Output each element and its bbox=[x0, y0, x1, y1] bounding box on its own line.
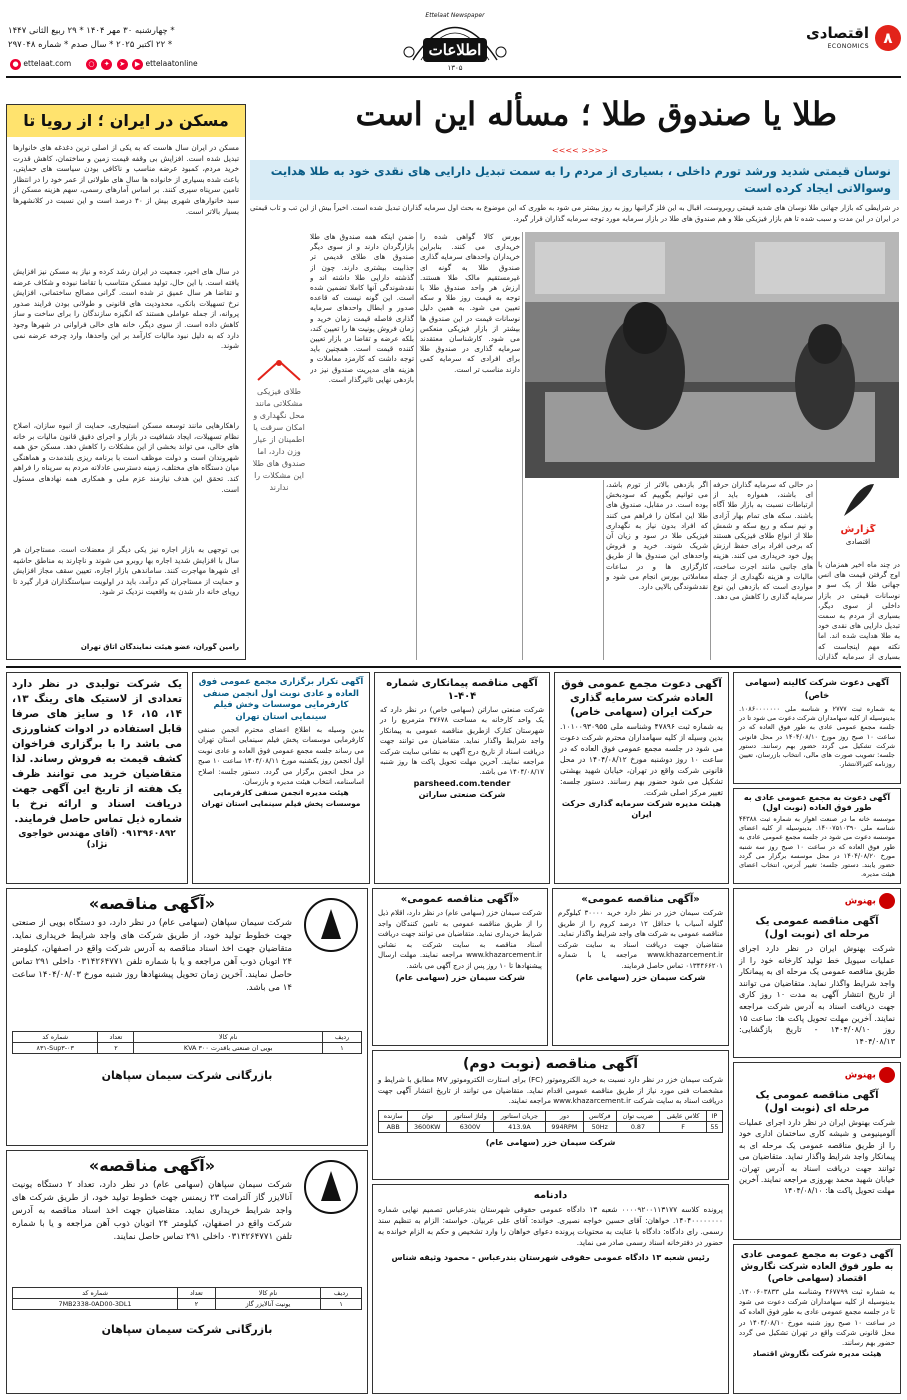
table-cell: F bbox=[660, 1121, 706, 1132]
masthead-title: اطلاعات bbox=[428, 41, 482, 59]
table-header-cell: IP bbox=[706, 1110, 722, 1121]
ad-body: به شماره ثبت ۴۶۷۷۹۹ وشناسه ملی ۱۴۰۰۶۰۳۸۳۳. بدینوسیله از کلیه سهامداران شرکت دعوت می شود تا در جلسه مجمع عمومی عادی به طور فوق العاده که در ساعت ۱۰ صبح روز شنبه مورخ ۱۴۰۴/۰۸/۱۰ در محل قانونی شرکت واقع در تهران تشکیل می گردد حضور بهم رسانند. bbox=[739, 1288, 896, 1348]
table-row bbox=[13, 1043, 362, 1054]
ad-khane-ma-invitation bbox=[733, 788, 901, 884]
side-article-body-2: در سال های اخیر، جمعیت در ایران رشد کرده و نیاز به مسکن نیز افزایش یافته است. با این حال، تولید مسکن متناسب با تقاضا نبوده و شکاف عرضه و تقاضا هر سال عمیق تر شده است. گرانی مصالح ساختمانی، افزایش نرخ تسهیلات بانکی، محدودیت های قانونی و طولانی بودن فرایند صدور پروانه، از جمله عواملی هستند که انگیزه سازندگان را برای ساخت و ساز کاهش داده است. از سوی دیگر، خانه های خالی فراوانی در شهرها وجود دارد که به دلیل نبود مالیات کارآمد بر این واحدها، وارد چرخه عرضه نمی شوند. bbox=[13, 267, 239, 351]
table-row bbox=[379, 1121, 723, 1132]
ad-sepahan-tender-1 bbox=[6, 888, 368, 1146]
ad-saraten-tender bbox=[374, 672, 550, 884]
ad-body: شرکت بهنوش ایران در نظر دارد اجرای عملیات آلومینیومی و شیشه کاری ساختمان اداری خود را از طریق مناقصه عمومی یک مرحله ای به پیمانکار واجد شرایط واگذار نماید. متقاضیان می توانند جهت دریافت اسناد به آدرس تهران، خیابان شهید محمد بهروزی مراجعه نمایند. آخرین مهلت تحویل پاکت ها: ۱۴۰۴/۰۸/۱۰ bbox=[739, 1118, 895, 1196]
ad-body: شرکت سیمان سپاهان (سهامی عام) در نظر دارد، تعداد ۲ دستگاه یونیت آنالایزر گاز آلترامت ۲۳ زیمنس جهت خطوط تولید خود، از طریق شرکت های واجد شرایط خریداری نماید. متقاضیان جهت اخذ اسناد مناقصه به آدرس شرکت واقع در اصفهان، کیلومتر ۲۴ اتوبان ذوب آهن مراجعه و یا با شماره تلفن ۰۳۱۴۲۶۴۷۷۱ داخلی ۲۹۱ تماس حاصل نمایند. bbox=[12, 1180, 292, 1242]
quote-ornament-icon bbox=[252, 360, 306, 382]
table-header-cell: نام کالا bbox=[134, 1032, 323, 1043]
ad-title: آگهی مناقصه پیمانکاری شماره ۴۰۴-۱ bbox=[386, 678, 538, 702]
table-cell: ۲ bbox=[98, 1043, 134, 1054]
section-subtitle: ECONOMICS bbox=[827, 43, 869, 50]
ad-behnoush-tender-1 bbox=[733, 888, 901, 1058]
ad-signature: شرکت سیمان خزر (سهامی عام) bbox=[485, 1137, 616, 1147]
side-article-author: رامین گوران، عضو هیئت نمایندگان اتاق تهران bbox=[80, 643, 239, 651]
masthead-latin: Ettelaat Newspaper bbox=[425, 12, 485, 19]
ad-film-association bbox=[192, 672, 370, 884]
table-cell: 6300V bbox=[447, 1121, 494, 1132]
ad-khazar-tender-2 bbox=[552, 888, 729, 1046]
ad-body: شرکت سیمان سپاهان (سهامی عام) در نظر دارد، دو دستگاه بویی از صنعتی جهت خطوط تولید خود، از طریق شرکت های واجد شرایط خریداری نماید. متقاضیان جهت اخذ اسناد مناقصه به آدرس شرکت واقع در اصفهان، کیلومتر ۲۴ اتوبان ذوب آهن مراجعه و یا با شماره تلفن ۰۳۱۴۲۶۴۷۷۱ داخلی ۲۹۱ تماس حاصل نمایند. آخرین زمان تحویل پیشنهادها روز شنبه مورخ ۱۴۰۴/۰۸/۰۳ ساعت ۱۴ می باشد. bbox=[12, 918, 293, 993]
table-header-cell: تعداد bbox=[178, 1288, 216, 1299]
table-header-row bbox=[379, 1110, 723, 1121]
behnoush-logo-icon bbox=[879, 893, 895, 909]
ad-signature: هیئت مدیره شرکت سرمایه گذاری حرکت ایران bbox=[561, 799, 722, 819]
ad-signature: شرکت صنعتی ساراتن bbox=[418, 789, 506, 799]
table-cell: 50Hz bbox=[583, 1121, 616, 1132]
ad-title: «آگهی مناقصه» bbox=[88, 1156, 216, 1175]
sepahan-logo bbox=[301, 1157, 361, 1217]
ad-body: موسسه خانه ما در صنعت اهواز به شماره ثبت ۴۴۳۸۸ شناسه ملی ۱۴۰۰۷۵۱۰۳۹۰. بدینوسیله از کلیه اعضای موسسه دعوت می شود در جلسه مجمع عمومی عادی به طور فوق العاده که در ساعت ۱۰ صبح روز سه شنبه مورخ ۱۴۰۴/۰۸/۲۰ در محل موسسه برگزار می گردد حضور یابند. دستور جلسه: تغییر آدرس، انتخاب اعضای هیئت مدیره. bbox=[739, 815, 895, 879]
main-subheadline: نوسان قیمتی شدید ورشد تورم داخلی ، بسیاری از مردم را به سمت تبدیل دارایی های نقدی خود به طلا هدایت وسوالاتی ایجاد کرده است bbox=[250, 160, 899, 200]
ad-title: «آگهی مناقصه» bbox=[88, 894, 216, 913]
article-column-4: بورس کالا گواهی شده را خریداری می کنند. بنابراین خریداران واحدهای سرمایه گذاری صندوق طلا به گونه ای غیرمستقیم مالک طلا هستند. ارزش هر واحد صندوق طلا با توجه به قیمت روز طلا و سکه تعیین می شود. به همین دلیل نوسانات قیمت در این صندوق ها بیشتر از بازار فیزیکی منعکس می شود. کارشناسان معتقدند سرمایه گذاری در صندوق طلا برای افرادی که سرمایه کمی دارند مناسب تر است. bbox=[420, 232, 520, 374]
table-cell: 7MB2338-0AD00-3DL1 bbox=[13, 1299, 178, 1310]
ad-signature: شرکت سیمان خزر (سهامی عام) bbox=[395, 972, 525, 982]
table-header-cell: دور bbox=[545, 1110, 583, 1121]
table-cell: یونیت آنالایزر گاز bbox=[215, 1299, 320, 1310]
ad-tender-link[interactable]: parsheed.com.tender bbox=[413, 778, 511, 788]
side-article bbox=[6, 104, 246, 660]
telegram-icon[interactable]: ➤ bbox=[117, 59, 128, 70]
article-column-2: در حالی که سرمایه گذاران حرفه ای باشند، همواره باید از ارتباطات نسبت به بازار طلا آگاه باشند. سکه های تمام بهار آزادی و نیم سکه و ربع سکه و شمش طلا از انواع طلای فیزیکی هستند که برخی افراد برای حفظ ارزش پول خود خریداری می کنند. هزینه های جانبی مانند اجرت ساخت، مالیات و هزینه نگهداری از جمله مواردی است که بازدهی این نوع سرمایه گذاری را کاهش می دهد. bbox=[713, 480, 813, 602]
ad-sepahan-tender-2 bbox=[6, 1150, 368, 1394]
table-cell: 0.87 bbox=[616, 1121, 660, 1132]
table-header-cell: ولتاژ استاتور bbox=[447, 1110, 494, 1121]
ad-behnoush-tender-2 bbox=[733, 1062, 901, 1240]
main-lead: در شرایطی که بازار جهانی طلا نوسان های شدید قیمتی روبروست، اقبال به این فلز گرانبها روز به روز بیشتر می شود به طوری که این موضوع به بحث اول سرمایه گذاران تبدیل شده است. اخیراً بیش از این تب و تاب قیمتی در ایران در این مدت و سبب شده تا هم بازار فیزیکی طلا و هم صندوق های طلا در بازار سرمایه مورد توجه سرمایه گذاران قرار گیرد. bbox=[250, 204, 899, 223]
table-cell: 3600KW bbox=[408, 1121, 447, 1132]
ad-kaline-invitation bbox=[733, 672, 901, 784]
social-handle[interactable]: ettelaatonline bbox=[145, 59, 198, 68]
ad-title: «آگهی مناقصه عمومی» bbox=[581, 894, 700, 905]
behnoush-brand: بهنوش bbox=[844, 896, 876, 907]
sepahan-logo-icon bbox=[301, 895, 361, 955]
table-header-row bbox=[13, 1288, 362, 1299]
date-line-1: * چهارشنبه ۳۰ مهر ۱۴۰۴ * ۲۹ ربیع الثانی ۱۴۴۷ bbox=[8, 26, 175, 36]
table-cell: 994RPM bbox=[545, 1121, 583, 1132]
table-header-cell: شماره کد bbox=[13, 1032, 98, 1043]
instagram-icon[interactable]: ○ bbox=[86, 59, 97, 70]
ad-body: یک شرکت تولیدی در نظر دارد تعدادی از لاستیک های رینگ ۱۳، ۱۴، ۱۵، ۱۶ و سایز های صرفا قابل استفاده در ادوات کشاورزی می باشد را با برگزاری فراخوان کشف قیمت به فروش رساند. لذا متقاضیان خرید می توانند ظرف یک هفته از تاریخ این آگهی جهت دریافت اسناد و ارائه نرخ با شماره ذیل تماس حاصل فرمایند. bbox=[12, 678, 182, 825]
behnoush-logo bbox=[739, 1067, 895, 1089]
youtube-icon[interactable]: ▶ bbox=[132, 59, 143, 70]
table-cell: ۸۳۱-Sup۳-۰۳ bbox=[13, 1043, 98, 1054]
table-header-cell: ضریب توان bbox=[616, 1110, 660, 1121]
pull-quote-box bbox=[252, 360, 306, 560]
masthead-year: ۱۳۰۵ bbox=[447, 64, 463, 72]
article-column-5: ضمن اینکه همه صندوق های طلا بازارگردان دارند و از سوی دیگر صندوق های طلای قدیمی تر جذابیت بیشتری دارند. چون از گذشته دارایی طلا داشته اند و نقدشوندگی آنها کاملا تضمین شده است. این گونه نیست که قاعده صدور و ابطال واحدهای سرمایه گذاری فاصله قیمت زمان خرید و زمان فروش یونیت ها را تعیین کند، بلکه عرضه و تقاضا در بازار تعیین کننده قیمت است. همچنین باید توجه داشت که کارمزد معاملات و هزینه های مدیریت صندوق نیز در بازدهی نهایی تاثیرگذار است. bbox=[310, 232, 414, 384]
section-title: اقتصادی bbox=[806, 24, 869, 42]
report-label: گزارش bbox=[840, 524, 876, 535]
table-cell: 413.9A bbox=[494, 1121, 546, 1132]
ad-tire-sale bbox=[6, 672, 188, 884]
ad-khazar-tender-1 bbox=[372, 888, 548, 1046]
table-cell: ABB bbox=[379, 1121, 408, 1132]
ad-signature: رئیس شعبه ۱۳ دادگاه عمومی حقوقی شهرستان بندرعباس - محمود وثیقه شناس bbox=[391, 1253, 710, 1262]
main-headline: طلا یا صندوق طلا ؛ مسأله این است bbox=[355, 95, 837, 133]
ad-body: شرکت سیمان خزر (سهامی عام) در نظر دارد، اقلام ذیل را از طریق مناقصه عمومی به تامین کنندگان واجد شرایط خریداری نماید. متقاضیان می توانند جهت دریافت اسناد مناقصه به سایت شرکت به نشانی www.khazarcement.ir مراجعه نمایند. مهلت ارسال پیشنهادها تا ۱۰ روز پس از درج آگهی می باشد. bbox=[378, 909, 542, 970]
website-link[interactable]: ettelaat.com bbox=[23, 59, 72, 68]
jewelry-shop-photo-icon bbox=[525, 232, 899, 478]
table-header-cell: ردیف bbox=[323, 1032, 362, 1043]
table-header-row bbox=[13, 1032, 362, 1043]
pull-quote: طلای فیزیکی مشکلاتی مانند محل نگهداری و امکان سرقت یا اطمینان از عیار وزن دارد، اما صندوق های طلا این مشکلات را ندارند bbox=[252, 387, 306, 492]
table-header-cell: ردیف bbox=[321, 1288, 362, 1299]
ad-signature: بازرگانی شرکت سیمان سپاهان bbox=[101, 1069, 273, 1082]
article-photo bbox=[525, 232, 899, 478]
ad-body: به شماره ثبت ۴۷۸۹۶ وشناسه ملی ۱۰۱۰۰۹۳۰۹۵۵. بدین وسیله از کلیه سهامداران محترم شرکت دعوت می شود در جلسه مجمع عمومی فوق العاده که در ساعت ۱۰ روز دوشنبه مورخ ۱۴۰۴/۰۸/۱۲ در محل قانونی شرکت واقع در تهران، خیابان شهید بهشتی تشکیل می شود حضور بهم رسانند. دستور جلسه: تغییر مرکز اصلی شرکت. bbox=[560, 722, 723, 797]
headline-ornament: <<<< >>>> bbox=[551, 146, 609, 155]
ad-title: آگهی دعوت به مجمع عمومی عادی به طور فوق العاده (نوبت اول) bbox=[743, 793, 891, 812]
ad-court-verdict bbox=[372, 1184, 729, 1394]
table-row bbox=[13, 1299, 362, 1310]
ad-harkat-iran-invitation bbox=[554, 672, 729, 884]
twitter-icon[interactable]: ✦ bbox=[101, 59, 112, 70]
ad-body: بدین وسیله به اطلاع اعضای محترم انجمن صنفی کارفرمایی موسسات پخش فیلم سینمایی استان تهران می رساند جلسه مجمع عمومی فوق العاده و عادی نوبت اول انجمن روز یکشنبه مورخ ۱۴۰۴/۰۸/۱۱ ساعت ۱۰ صبح در محل انجمن برگزار می گردد. دستور جلسه: اصلاح اساسنامه، انتخاب هیئت مدیره و بازرسان. bbox=[198, 726, 364, 787]
behnoush-logo-icon bbox=[879, 1067, 895, 1083]
page-number-badge: ۸ bbox=[875, 25, 901, 51]
table-header-cell: توان bbox=[408, 1110, 447, 1121]
ad-items-table bbox=[12, 1287, 362, 1310]
ad-signature: بازرگانی شرکت سیمان سپاهان bbox=[101, 1323, 273, 1336]
article-column-1: در چند ماه اخیر همزمان با اوج گرفتن قیمت های انس جهانی طلا از یک سو و نوسانات قیمتی در بازار داخلی از سوی دیگر، بسیاری از مردم به سمت تبدیل دارایی های نقدی خود به طلا هدایت شده اند. اما نکته مهم اینجاست که بسیاری از سرمایه گذاران bbox=[818, 560, 900, 660]
ad-title: آگهی مناقصه عمومی یک مرحله ای (نوبت اول) bbox=[755, 1090, 879, 1114]
table-cell: 55 bbox=[706, 1121, 722, 1132]
ad-body: شرکت سیمان خزر در نظر دارد خرید ۳۰۰۰۰ کیلوگرم گلوله آسیاب با حداقل ۱۲ درصد کروم را از طریق مناقصه عمومی به شرکت های واجد شرایط واگذار نماید. متقاضیان جهت دریافت اسناد به سایت شرکت www.khazarcement.ir مراجعه یا با شماره ۰۱۳۴۴۶۶۲۰۱ تماس حاصل فرمایند. bbox=[558, 909, 723, 970]
ad-negarvash-invitation bbox=[733, 1244, 901, 1394]
table-header-cell: شماره کد bbox=[13, 1288, 178, 1299]
ad-title: «آگهی مناقصه عمومی» bbox=[400, 894, 520, 905]
ad-signature: هیئت مدیره انجمن صنفی کارفرمایی موسسات پخش فیلم سینمایی استان تهران bbox=[201, 788, 361, 809]
side-article-body-1: مسکن در ایران سال هاست که به یکی از اصلی ترین دغدغه های خانوارها تبدیل شده است. افزایش بی وقفه قیمت زمین و ساختمان، کاهش قدرت خرید مردم، کمبود عرضه مناسب و ناکافی بودن سیاست های حمایتی، باعث شده بسیاری از خانواده ها سال های طولانی از عمر خود را در انتظار تامین سرپناه سپری کنند. بر اساس آمارهای رسمی، سهم هزینه مسکن از سبد خانوارهای شهری بیش از ۴۰ درصد است و این نسبت در کلانشهرها بسیار بالاتر است. bbox=[13, 143, 239, 216]
sepahan-logo bbox=[301, 895, 361, 955]
ad-title: آگهی مناقصه عمومی یک مرحله ای (نوبت اول) bbox=[755, 916, 879, 940]
ad-body: شرکت بهنوش ایران در نظر دارد اجرای عملیات سیویل خط تولید کارخانه خود را از طریق مناقصه عمومی یک مرحله ای به پیمانکار واجد شرایط واگذار نماید. متقاضیان می توانند از تاریخ انتشار آگهی به مدت ۱۰ روز کاری جهت دریافت اسناد به آدرس شرکت مراجعه نمایند. آخرین مهلت تحویل پاکت ها: ساعت ۱۵ روز ۱۴۰۴/۰۸/۱۰ - تاریخ بازگشایی: ۱۴۰۴/۰۸/۱۳ bbox=[739, 944, 895, 1046]
side-article-title: مسکن در ایران ؛ از رویا تا bbox=[7, 105, 245, 137]
report-sublabel: اقتصادی bbox=[845, 538, 871, 546]
table-header-cell: تعداد bbox=[98, 1032, 134, 1043]
table-cell: ۱ bbox=[323, 1043, 362, 1054]
ad-title: آگهی تکرار برگزاری مجمع عمومی فوق العاده و عادی نوبت اول انجمن صنفی کارفرمایی موسسات وخش فیلم سینمایی استان تهران bbox=[198, 677, 364, 722]
table-header-cell: جریان استاتور bbox=[494, 1110, 546, 1121]
ad-phone[interactable]: ۰۹۱۳۹۶۰۸۹۲ (آقای مهندس خواجوی نژاد) bbox=[18, 829, 176, 850]
masthead-logo bbox=[395, 0, 515, 80]
article-column-3: اگر بازدهی بالاتر از تورم باشد، می توانیم بگوییم که سودبخش بوده است. در مقابل، صندوق های طلا این امکان را فراهم می کنند که افراد بدون نیاز به نگهداری فیزیکی طلا در سود و زیان آن شریک شوند. خرید و فروش واحدهای این صندوق ها از طریق کارگزاری ها و در ساعات معاملاتی بورس انجام می شود و نقدشوندگی بالایی دارد. bbox=[606, 480, 708, 592]
globe-icon: ● bbox=[10, 59, 21, 70]
ad-items-table bbox=[12, 1031, 362, 1054]
ad-body: شرکت صنعتی ساراتن (سهامی خاص) در نظر دارد که یک واحد کارخانه به مساحت ۳۷۶۷۸ مترمربع را در شهرستان کنارک ازطریق مناقصه عمومی به پیمانکار واجد شرایط واگذار نماید. متقاضیان می توانند جهت دریافت اسناد از تاریخ درج آگهی به نشانی سایت شرکت مراجعه نمایند. آخرین مهلت تحویل پاکت ها روز شنبه ۱۴۰۴/۰۸/۱۷ می باشد. bbox=[380, 706, 544, 777]
table-header-cell: کلاس عایقی bbox=[660, 1110, 706, 1121]
sepahan-logo-icon bbox=[301, 1157, 361, 1217]
ad-title: آگهی دعوت به مجمع عمومی عادی به طور فوق العاده شرکت نگاروش اقتصاد (سهامی خاص) bbox=[740, 1250, 894, 1284]
ad-body: به شماره ثبت ۲۷۷۷ و شناسه ملی ۱۰۸۶۰۰۰۰۰۰۰. بدینوسیله از کلیه سهامداران شرکت دعوت می شود تا در جلسه مجمع عمومی عادی به طور فوق العاده که در ساعت ۱۰ صبح روز مورخ ۱۴۰۴/۰۸/۱۰ در محل قانونی شرکت تشکیل می گردد حضور بهم رسانند. دستور جلسه: تصویب صورت های مالی، انتخاب بازرسان، تعیین روزنامه کثیرالانتشار. bbox=[739, 705, 895, 769]
ad-body: شرکت سیمان خزر در نظر دارد نسبت به خرید الکتروموتور (FC) برای استارت الکتروموتور MV مطابق با شرایط و مشخصات فنی مورد نیاز از طریق مناقصه عمومی اقدام نماید. متقاضیان می توانند از تاریخ انتشار آگهی جهت دریافت اسناد به سایت شرکت www.khazarcement.ir مراجعه نمایند. bbox=[378, 1075, 723, 1106]
table-cell: ۲ bbox=[178, 1299, 216, 1310]
ad-signature: شرکت سیمان خزر (سهامی عام) bbox=[575, 972, 706, 982]
side-article-body-4: بی توجهی به بازار اجاره نیز یکی دیگر از معضلات است. مستاجران هر سال با افزایش شدید اجاره بها روبرو می شوند و ناچارند به مناطق حاشیه ای شهرها مهاجرت کنند. ساماندهی بازار اجاره، تعیین سقف مجاز افزایش و حمایت از مستاجران کم درآمد، باید در اولویت سیاستگذاران قرار گیرد تا رویای خانه دار شدن به واقعیت نزدیک تر شود. bbox=[13, 545, 239, 597]
behnoush-brand: بهنوش bbox=[844, 1070, 876, 1081]
table-cell: ۱ bbox=[321, 1299, 362, 1310]
side-article-body-3: راهکارهایی مانند توسعه مسکن استیجاری، حمایت از انبوه سازان، اصلاح نظام تسهیلات، ایجاد شفافیت در بازار و اجرای دقیق قانون مالیات بر خانه های خالی، می تواند بخشی از این مشکلات را کاهش دهد. مسکن حق همه شهروندان است و دولت موظف است با برنامه ریزی بلندمدت و هماهنگی میان دستگاه های مختلف، زمینه دسترسی عادلانه مردم به سرپناه را فراهم کند. تحقق این هدف نیازمند عزم ملی و همکاری همه نهادهای مسئول است. bbox=[13, 421, 239, 494]
ad-title: آگهی مناقصه (نوبت دوم) bbox=[462, 1056, 639, 1072]
ad-title: دادنامه bbox=[533, 1190, 568, 1201]
ad-khazar-tender-3 bbox=[372, 1050, 729, 1180]
social-row bbox=[8, 58, 238, 72]
ad-title: آگهی دعوت شرکت کالینه (سهامی خاص) bbox=[745, 678, 889, 701]
behnoush-logo bbox=[739, 893, 895, 915]
ad-title: آگهی دعوت مجمع عمومی فوق العاده شرکت سرمایه گذاری حرکت ایران (سهامی خاص) bbox=[561, 678, 722, 718]
table-header-cell: سازنده bbox=[379, 1110, 408, 1121]
ad-specs-table bbox=[378, 1110, 723, 1133]
date-line-2: * ۲۲ اکتبر ۲۰۲۵ * سال صدم * شماره ۲۹۷۰۴۸ bbox=[8, 40, 173, 50]
table-header-cell: فرکانس bbox=[583, 1110, 616, 1121]
table-cell: بویی ان صنعتی باقدرت ۳۰۰ KVA bbox=[134, 1043, 323, 1054]
feather-icon bbox=[838, 480, 878, 520]
table-header-cell: نام کالا bbox=[215, 1288, 320, 1299]
ad-body: پرونده کلاسه ۰۰۰۰۹۲۰۰۱۱۳۱۷۷ شعبه ۱۳ دادگاه عمومی حقوقی شهرستان بندرعباس تصمیم نهایی شماره ۱۴۰۴۰۰۰۰۰۰۰۰. خواهان: آقای حسین خواجه نصیری. خوانده: آقای علی عربیان. خواسته: الزام به تنظیم سند رسمی. رای دادگاه: دادگاه با عنایت به محتویات پرونده دعوای خواهان را وارد تشخیص و حکم به الزام خوانده به حضور در دفترخانه اسناد رسمی صادر می نماید. bbox=[378, 1205, 723, 1247]
ad-signature: هیئت مدیره شرکت نگاروش اقتصاد bbox=[752, 1349, 882, 1359]
